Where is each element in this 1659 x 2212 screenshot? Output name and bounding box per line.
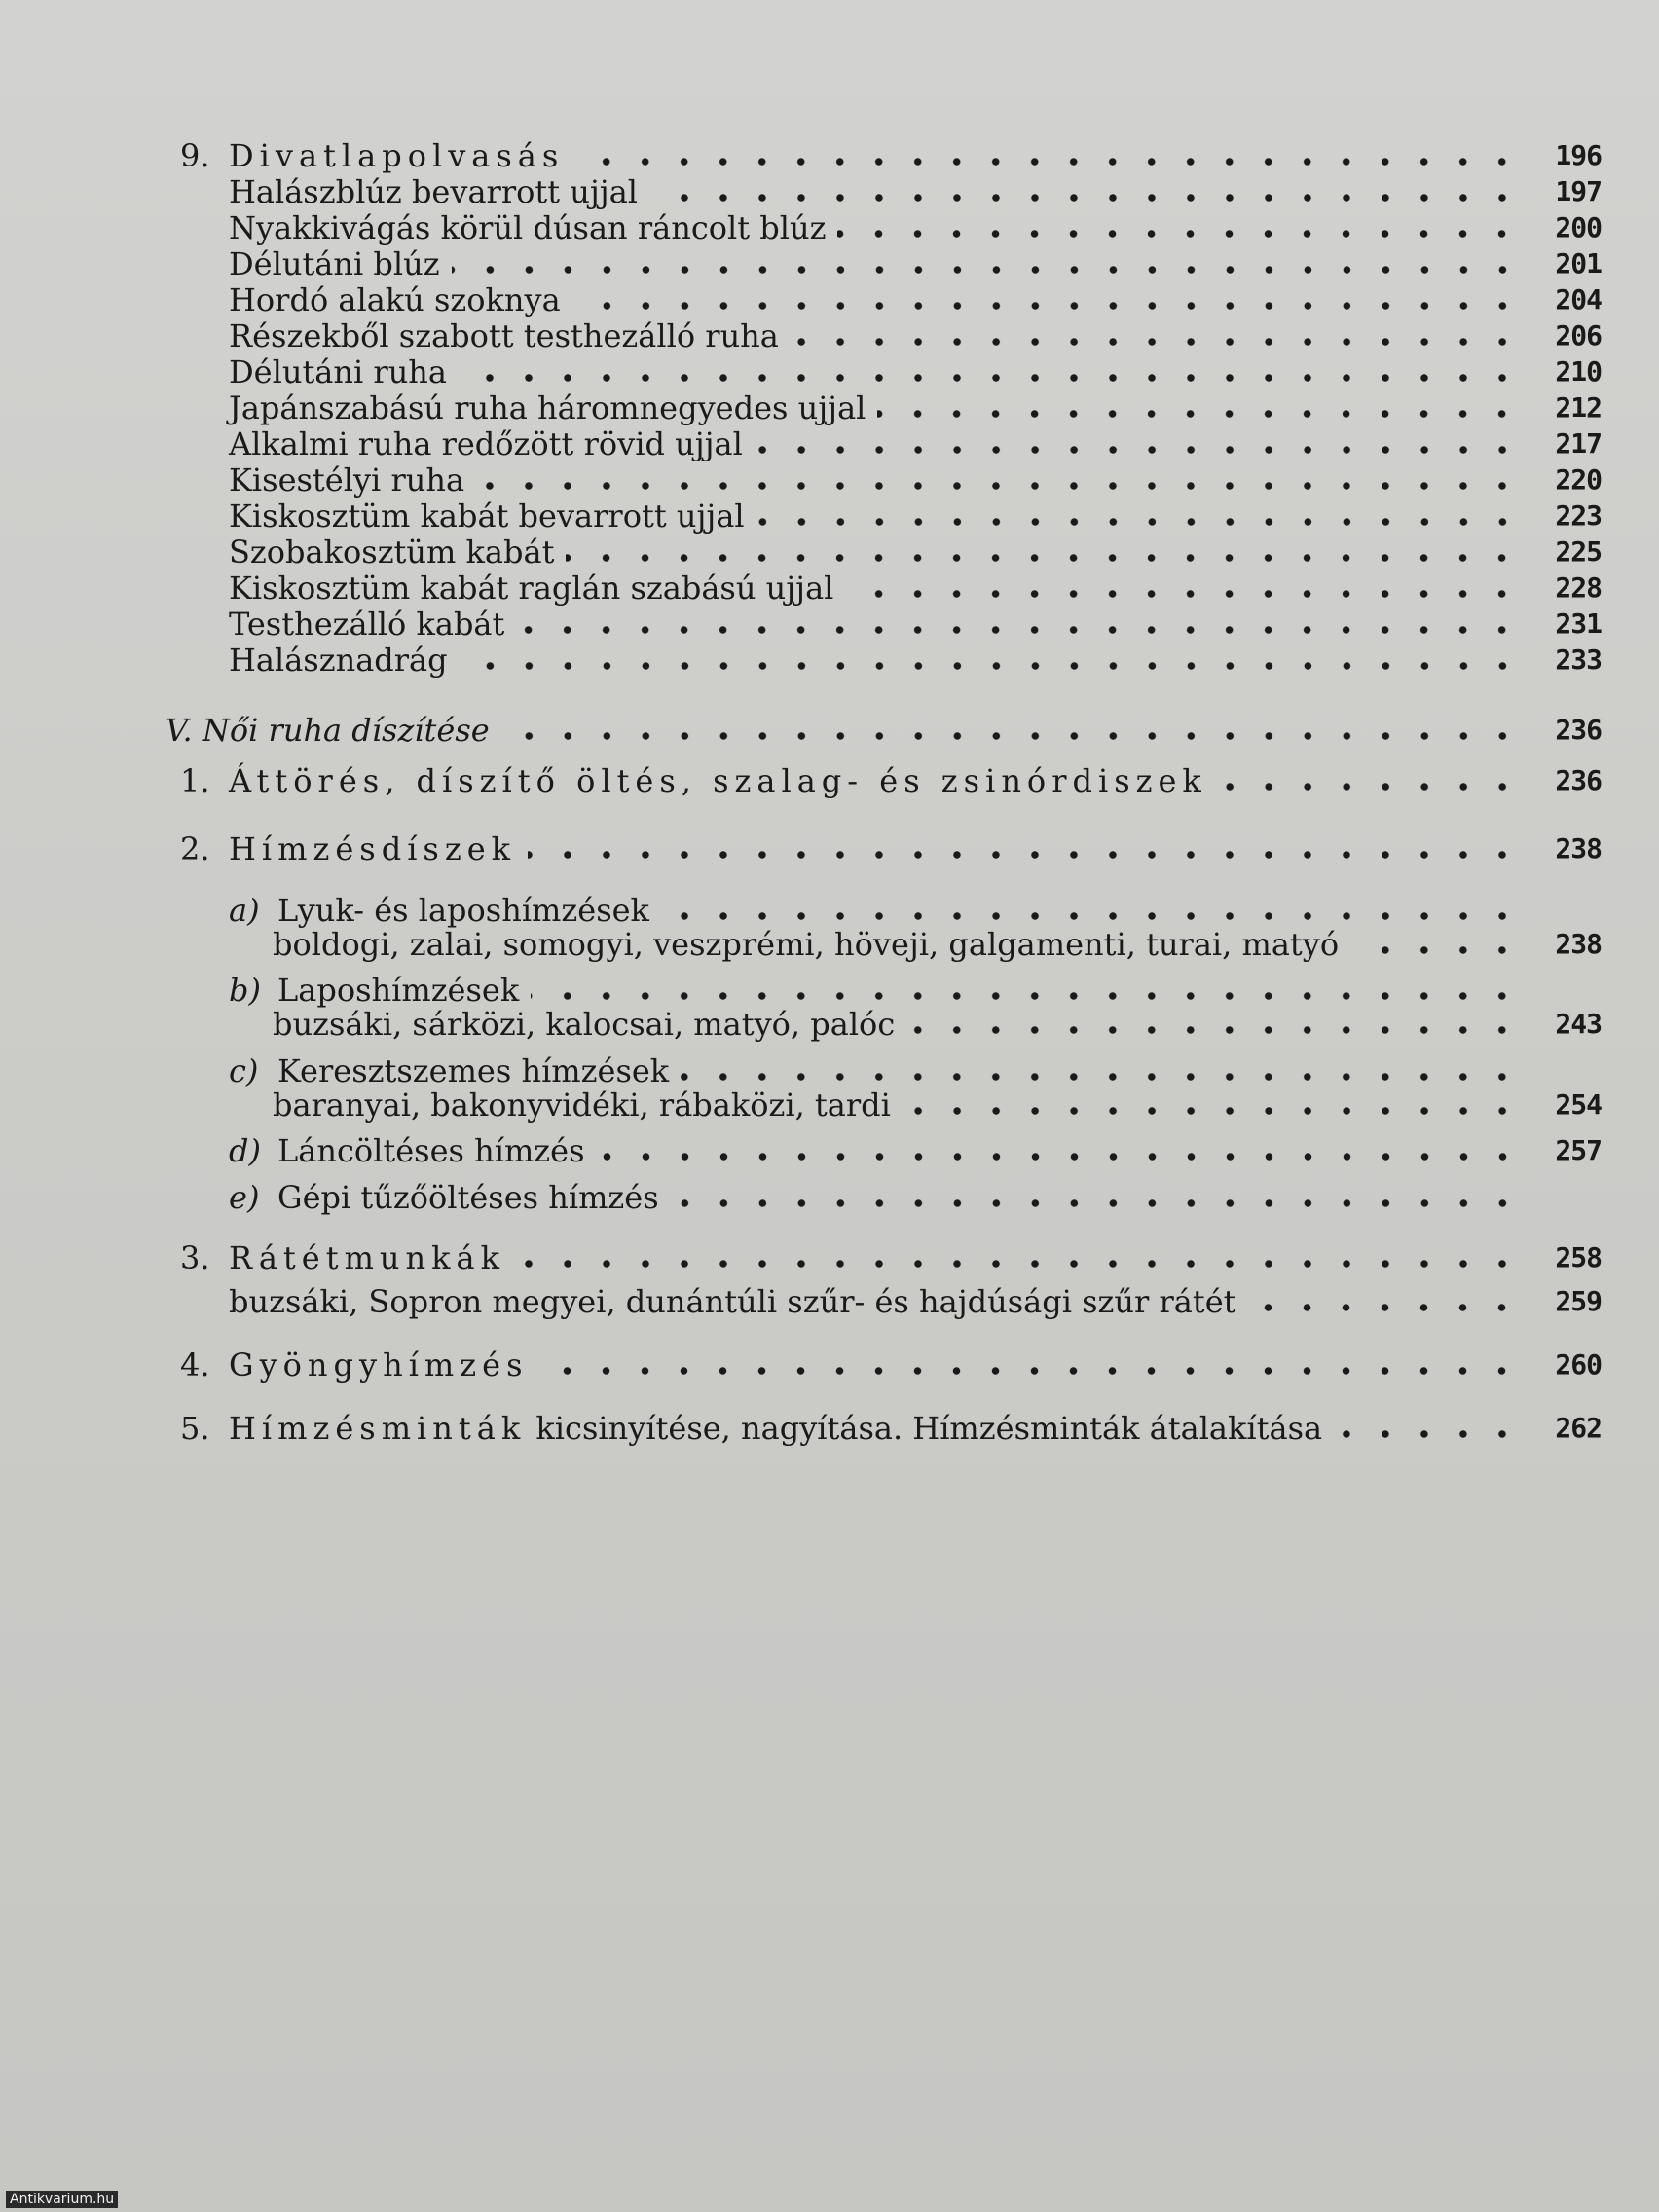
toc-entry <box>180 1005 1602 1044</box>
dot-leader <box>459 372 1522 384</box>
entry-title: boldogi, zalai, somogyi, veszprémi, höveji, galgamenti, turai, matyó <box>273 926 1340 963</box>
page-number: 204 <box>1555 283 1602 315</box>
entry-number: 9. <box>180 137 210 174</box>
toc-entry <box>180 352 1602 391</box>
toc-entry <box>180 424 1602 463</box>
dot-leader <box>528 849 1522 861</box>
entry-number: 1. <box>180 762 210 799</box>
entry-title: Hímzésdíszek <box>229 830 517 867</box>
entry-title: Gépi tűzőöltéses hímzés <box>277 1179 659 1216</box>
entry-title: Láncöltéses hímzés <box>277 1132 585 1169</box>
toc-entry <box>180 1178 1602 1217</box>
dot-leader <box>877 408 1522 420</box>
entry-title-continuation: kicsinyítése, nagyítása. Hímzésminták átalakítása <box>535 1410 1323 1447</box>
entry-number: 2. <box>180 830 210 867</box>
toc-entry <box>180 1131 1602 1170</box>
dot-leader <box>1247 1302 1522 1313</box>
dot-leader <box>756 516 1522 528</box>
dot-leader <box>597 1151 1522 1162</box>
toc-entry <box>180 136 1602 175</box>
entry-title: baranyai, bakonyvidéki, rábaközi, tardi <box>273 1087 891 1124</box>
dot-leader <box>906 1024 1522 1036</box>
entry-title: Halászblúz bevarrott ujjal <box>229 173 639 210</box>
entry-title: Nyakkivágás körül dúsan ráncolt blúz <box>229 209 827 246</box>
dot-leader <box>1219 781 1522 793</box>
toc-entry <box>180 316 1602 355</box>
page-number: 210 <box>1555 355 1602 387</box>
dot-leader <box>572 300 1522 312</box>
toc-entry <box>180 461 1602 499</box>
dot-leader <box>1334 1428 1522 1440</box>
dot-leader <box>501 730 1522 742</box>
page-number: 197 <box>1555 175 1602 207</box>
toc-entry <box>180 208 1602 247</box>
entry-title: Laposhímzések <box>277 972 520 1009</box>
page-number: 212 <box>1555 391 1602 424</box>
dot-leader <box>452 264 1522 276</box>
dot-leader <box>516 624 1522 636</box>
dot-leader <box>476 480 1522 492</box>
page-number: 236 <box>1555 714 1602 746</box>
toc-entry <box>180 605 1602 644</box>
entry-title: Japánszabású ruha háromnegyedes ujjal <box>229 389 866 426</box>
page-number: 260 <box>1555 1348 1602 1381</box>
entry-title: Alkalmi ruha redőzött rövid ujjal <box>229 425 743 462</box>
toc-section-heading <box>166 711 1602 750</box>
entry-title: Hordó alakú szoknya <box>229 281 561 318</box>
entry-letter: e) <box>229 1179 260 1216</box>
dot-leader <box>837 228 1522 240</box>
toc-entry <box>180 280 1602 319</box>
dot-leader <box>903 1105 1522 1117</box>
page-number: 258 <box>1555 1241 1602 1273</box>
page-number: 233 <box>1555 644 1602 676</box>
toc-entry <box>180 1051 1602 1090</box>
toc-entry <box>180 1238 1602 1277</box>
dot-leader <box>791 336 1522 348</box>
entry-number: 3. <box>180 1239 210 1276</box>
entry-title: Kisestélyi ruha <box>229 461 465 498</box>
dot-leader <box>460 660 1522 672</box>
entry-title: Délutáni blúz <box>229 245 440 282</box>
entry-title: Keresztszemes hímzések <box>277 1052 670 1089</box>
page-number: 225 <box>1555 535 1602 568</box>
entry-title: Hímzésminták <box>229 1410 527 1447</box>
dot-leader <box>531 990 1522 1002</box>
entry-title: Délutáni ruha <box>229 353 447 390</box>
page-number: 236 <box>1555 764 1602 796</box>
page-number: 220 <box>1555 463 1602 496</box>
page-number: 259 <box>1555 1285 1602 1317</box>
toc-entry <box>180 830 1602 868</box>
dot-leader <box>661 910 1522 922</box>
toc-entry <box>180 891 1602 930</box>
toc-entry <box>180 1346 1602 1384</box>
entry-number: 5. <box>180 1410 210 1447</box>
page-number: 238 <box>1555 928 1602 960</box>
entry-letter: d) <box>229 1132 261 1169</box>
entry-title: buzsáki, Sopron megyei, dunántúli szűr- és hajdúsági szűr rátét <box>229 1283 1236 1320</box>
page-number: 217 <box>1555 427 1602 460</box>
page-number: 262 <box>1555 1412 1602 1444</box>
entry-title: Részekből szabott testhezálló ruha <box>229 317 779 354</box>
page-number: 228 <box>1555 571 1602 604</box>
toc-entry <box>180 569 1602 608</box>
entry-title: Áttörés, díszítő öltés, szalag- és zsinórdiszek <box>229 762 1207 799</box>
toc-entry <box>180 497 1602 535</box>
dot-leader <box>1350 944 1522 956</box>
page-number: 206 <box>1555 319 1602 351</box>
page-number: 243 <box>1555 1008 1602 1040</box>
toc-entry <box>180 244 1602 283</box>
entry-number: 4. <box>180 1346 210 1383</box>
entry-letter: b) <box>229 972 261 1009</box>
watermark: Antikvarium.hu <box>6 2191 118 2208</box>
page-number: 223 <box>1555 499 1602 532</box>
toc-entry <box>180 1282 1602 1321</box>
dot-leader <box>566 552 1522 564</box>
dot-leader <box>755 444 1522 456</box>
page-number: 254 <box>1555 1088 1602 1121</box>
dot-leader <box>671 1198 1522 1209</box>
page-number: 196 <box>1555 139 1602 171</box>
toc-entry <box>180 533 1602 571</box>
page-number: 257 <box>1555 1134 1602 1166</box>
entry-title: Kiskosztüm kabát bevarrott ujjal <box>229 498 745 535</box>
entry-title: Testhezálló kabát <box>229 606 505 643</box>
toc-entry <box>180 388 1602 427</box>
dot-leader <box>539 1365 1522 1377</box>
entry-title: Gyöngyhímzés <box>229 1346 529 1383</box>
entry-title: Lyuk- és laposhímzések <box>277 892 649 929</box>
dot-leader <box>649 192 1522 203</box>
entry-title: Divatlapolvasás <box>229 137 565 174</box>
toc-entry <box>180 1086 1602 1124</box>
page-number: 201 <box>1555 247 1602 279</box>
entry-letter: a) <box>229 892 260 929</box>
dot-leader <box>845 588 1522 600</box>
toc-entry <box>180 1409 1602 1448</box>
section-title: V. Női ruha díszítése <box>166 712 490 749</box>
toc-entry <box>180 761 1602 800</box>
entry-title: Rátétmunkák <box>229 1239 505 1276</box>
entry-title: Halásznadrág <box>229 642 448 679</box>
page-number: 200 <box>1555 211 1602 243</box>
page-number: 238 <box>1555 832 1602 865</box>
toc-entry <box>180 172 1602 211</box>
dot-leader <box>575 156 1522 167</box>
dot-leader <box>681 1071 1522 1083</box>
toc-entry <box>180 641 1602 680</box>
dot-leader <box>517 1258 1522 1270</box>
entry-title: Kiskosztüm kabát raglán szabású ujjal <box>229 570 834 607</box>
entry-letter: c) <box>229 1052 259 1089</box>
entry-title: buzsáki, sárközi, kalocsai, matyó, palóc <box>273 1006 896 1043</box>
page-number: 231 <box>1555 608 1602 640</box>
toc-entry <box>180 925 1602 964</box>
toc-entry <box>180 971 1602 1010</box>
entry-title: Szobakosztüm kabát <box>229 534 555 571</box>
